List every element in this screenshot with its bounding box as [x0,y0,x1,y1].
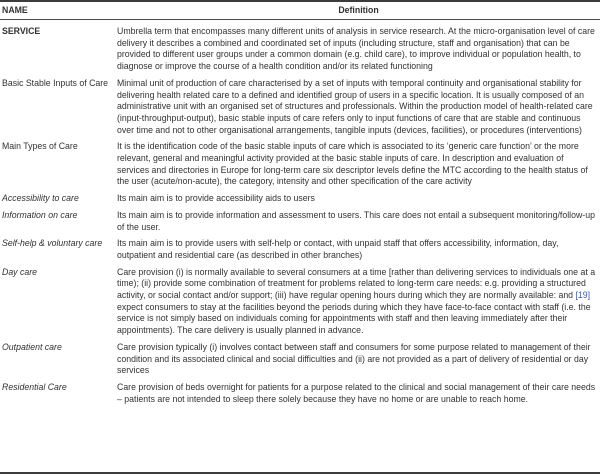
definition-text: Its main aim is to provide information and assessment to users. This care does not entail a subsequent monitoring/follow-up of the user. [117,209,595,232]
term-name: Day care [2,266,38,277]
definition-text: Its main aim is to provide accessibility aids to users [117,193,315,204]
definition-text: Care provision (i) is normally available to several consumers at a time [rather than delivering services to individuals one at a time); (ii) provide some combination of treatment for problems related to long-term care needs: e.g. providing a structured activity, or social contact and/or support; (iii) have regular opening hours during which they are normally available: and [117,266,596,301]
table-row [0,238,600,261]
term-name: SERVICE [2,26,41,36]
table-row [0,382,600,405]
table-row [0,78,600,137]
term-name: Information on care [2,209,78,220]
definition-text: Umbrella term that encompasses many different units of analysis in service research. At the micro-organisation level of care delivery it describes a combined and coordinated set of inputs (including structure, staff and organisation) that can be provided to different user groups under a common domain (e.g. child care), to improve individual or population health, to diagnose or improve the course of a health condition and/or its related functioning [117,26,595,72]
definition-text: Minimal unit of production of care characterised by a set of inputs with temporal continuity and organisational stability for delivering health related care to a defined and identified group of users in a specific location. It is usually composed of an administrative unit with an organised set of structures and professionals. Within the production model of health-related care (input-throughput-output), basic stable inputs of care refers only to input functions of care that are stable and continuous over time and not to other organisational arrangements, tangible inputs (devices, facilities), or procedures (interventions) [117,77,593,135]
table-body [0,20,600,472]
term-definition [117,78,600,137]
table-row [0,26,600,73]
definition-text: Care provision typically (i) involves contact between staff and consumers for some purpose related to management of their condition and its associated clinical and social difficulties and (ii) are not provided as a part of delivery of residential or day services [117,341,591,376]
term-name: Main Types of Care [2,141,78,152]
column-header-definition: Definition [338,5,379,15]
column-header-name: NAME [2,5,28,15]
term-name: Outpatient care [2,341,62,352]
term-definition [117,238,600,261]
table-row [0,210,600,233]
table-row [0,342,600,377]
term-definition [117,193,600,205]
term-name: Residential Care [2,381,67,392]
table-row [0,193,600,205]
term-definition [117,26,600,73]
term-definition [117,382,600,405]
definition-text: It is the identification code of the basic stable inputs of care which is associated to its ‘generic care function’ or the more relevant, general and meaningful activity provided at the basic stable inputs of care. In description and evaluation of services and directories in Europe for long-term care six descriptor levels define the MTC according to the health status of the user (acute/non-acute), the category, intensity and other specification of the care activity [117,141,588,187]
table-row [0,267,600,337]
citation-link[interactable]: [19] [575,290,591,301]
term-name: Self-help & voluntary care [2,238,103,249]
term-definition [117,267,600,337]
term-name: Accessibility to care [2,193,79,204]
term-definition [117,141,600,188]
term-definition [117,210,600,233]
definition-text-after: expect consumers to stay at the facilities beyond the periods during which they have face-to-face contact with staff (i.e. the service is not simply based on individuals coming for appointments with staff and then leaving immediately after their appointments). The care delivery is usually planned in advance. [117,301,591,336]
definition-text: Its main aim is to provide users with self-help or contact, with unpaid staff that offers accessibility, information, day, outpatient and residential care (as described in other branches) [117,238,559,260]
term-definition [117,342,600,377]
term-name: Basic Stable Inputs of Care [2,77,109,88]
definition-text: Care provision of beds overnight for patients for a purpose related to the clinical and social management of their care needs – patients are not intended to sleep there solely because they have no home or are unable to reach home. [117,381,596,404]
table-header-row [0,2,600,20]
table-row [0,141,600,188]
